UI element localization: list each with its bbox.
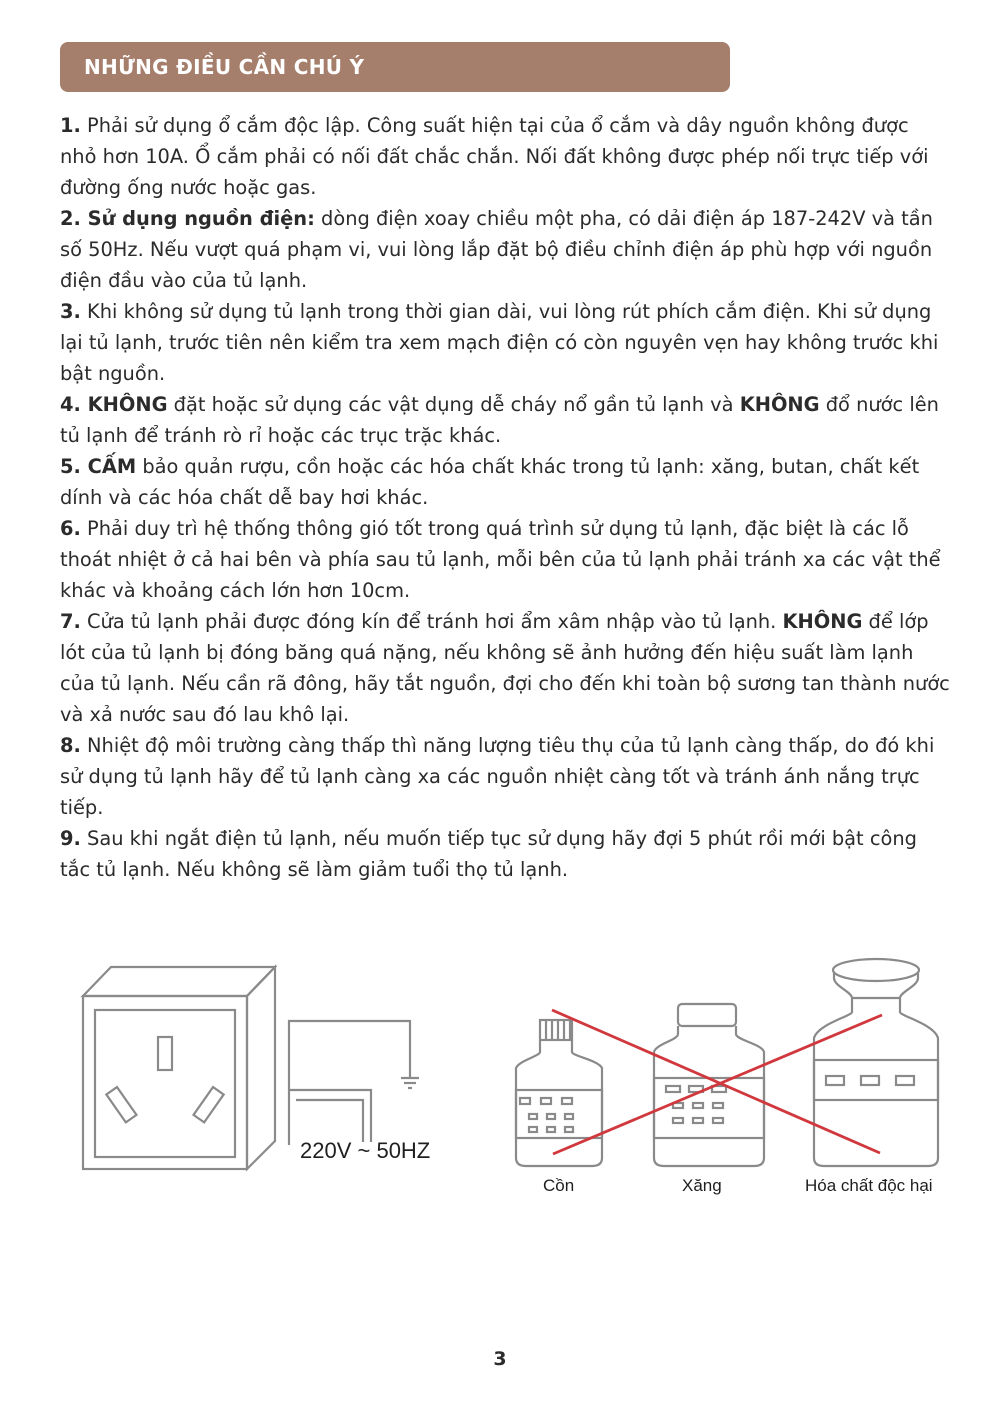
- note-emphasis: 5. CẤM: [60, 455, 137, 478]
- gasoline-bottle-icon: [654, 1004, 764, 1166]
- alcohol-bottle-icon: [516, 1020, 602, 1166]
- note-text: đổ nước lên tủ lạnh để tránh rò rỉ hoặc các trục trặc khác.: [60, 393, 939, 447]
- note-item: [60, 296, 950, 389]
- note-text: Cửa tủ lạnh phải được đóng kín để tránh hơi ẩm xâm nhập vào tủ lạnh.: [80, 610, 783, 633]
- caption-chemicals: Hóa chất độc hại: [805, 1176, 933, 1195]
- note-emphasis: 6.: [60, 517, 81, 540]
- note-emphasis: 7.: [60, 610, 81, 633]
- caption-alcohol: Cồn: [543, 1176, 575, 1195]
- note-text: Khi không sử dụng tủ lạnh trong thời gian dài, vui lòng rút phích cắm điện. Khi sử dụng lại tủ lạnh, trước tiên nên kiểm tra xem mạch điện có còn nguyên vẹn hay không trước khi bật nguồn.: [60, 300, 939, 385]
- note-item: [60, 451, 950, 513]
- note-text: đặt hoặc sử dụng các vật dụng dễ cháy nổ gần tủ lạnh và: [167, 393, 740, 416]
- note-item: [60, 110, 950, 203]
- note-text: Nhiệt độ môi trường càng thấp thì năng lượng tiêu thụ của tủ lạnh càng thấp, do đó khi sử dụng tủ lạnh hãy để tủ lạnh càng xa các nguồn nhiệt càng tốt và tránh ánh nắng trực tiếp.: [60, 734, 935, 819]
- voltage-label: 220V ~ 50HZ: [300, 1138, 431, 1163]
- section-header: [60, 42, 730, 92]
- note-emphasis: 3.: [60, 300, 81, 323]
- note-emphasis: KHÔNG: [739, 393, 820, 416]
- note-text: Phải sử dụng ổ cắm độc lập. Công suất hiện tại của ổ cắm và dây nguồn không được nhỏ hơn 10A. Ổ cắm phải có nối đất chắc chắn. Nối đất không được phép nối trực tiếp với đường ống nước hoặc gas.: [60, 114, 929, 199]
- note-item: [60, 513, 950, 606]
- notes-list: [60, 110, 950, 885]
- note-text: Sau khi ngắt điện tủ lạnh, nếu muốn tiếp tục sử dụng hãy đợi 5 phút rồi mới bật công tắc tủ lạnh. Nếu không sẽ làm giảm tuổi thọ tủ lạnh.: [60, 827, 917, 881]
- illustrations: [0, 940, 1000, 1220]
- caption-gasoline: Xăng: [682, 1176, 722, 1195]
- note-item: [60, 730, 950, 823]
- note-emphasis: KHÔNG: [782, 610, 863, 633]
- note-text: dòng điện xoay chiều một pha, có dải điện áp 187-242V và tần số 50Hz. Nếu vượt quá phạm vi, vui lòng lắp đặt bộ điều chỉnh điện áp phù hợp với nguồn điện đầu vào của tủ lạnh.: [60, 207, 933, 292]
- note-item: [60, 389, 950, 451]
- note-emphasis: 9.: [60, 827, 81, 850]
- page-number: 3: [493, 1348, 507, 1370]
- note-text: để lớp lót của tủ lạnh bị đóng băng quá nặng, nếu không sẽ ảnh hưởng đến hiệu suất làm lạnh của tủ lạnh. Nếu cần rã đông, hãy tắt nguồn, đợi cho đến khi toàn bộ sương tan thành nước và xả nước sau đó lau khô lại.: [60, 610, 950, 726]
- note-text: bảo quản rượu, cồn hoặc các hóa chất khác trong tủ lạnh: xăng, butan, chất kết dính và các hóa chất dễ bay hơi khác.: [60, 455, 920, 509]
- chemical-jar-icon: [814, 959, 938, 1166]
- note-item: [60, 823, 950, 885]
- section-title: NHỮNG ĐIỀU CẦN CHÚ Ý: [84, 55, 365, 79]
- note-text: Phải duy trì hệ thống thông gió tốt trong quá trình sử dụng tủ lạnh, đặc biệt là các lỗ thoát nhiệt ở cả hai bên và phía sau tủ lạnh, mỗi bên của tủ lạnh phải tránh xa các vật thể khác và khoảng cách lớn hơn 10cm.: [60, 517, 941, 602]
- note-item: [60, 606, 950, 730]
- note-emphasis: 2. Sử dụng nguồn điện:: [60, 207, 315, 230]
- note-emphasis: 4. KHÔNG: [60, 393, 168, 416]
- note-emphasis: 1.: [60, 114, 81, 137]
- note-emphasis: 8.: [60, 734, 81, 757]
- note-item: [60, 203, 950, 296]
